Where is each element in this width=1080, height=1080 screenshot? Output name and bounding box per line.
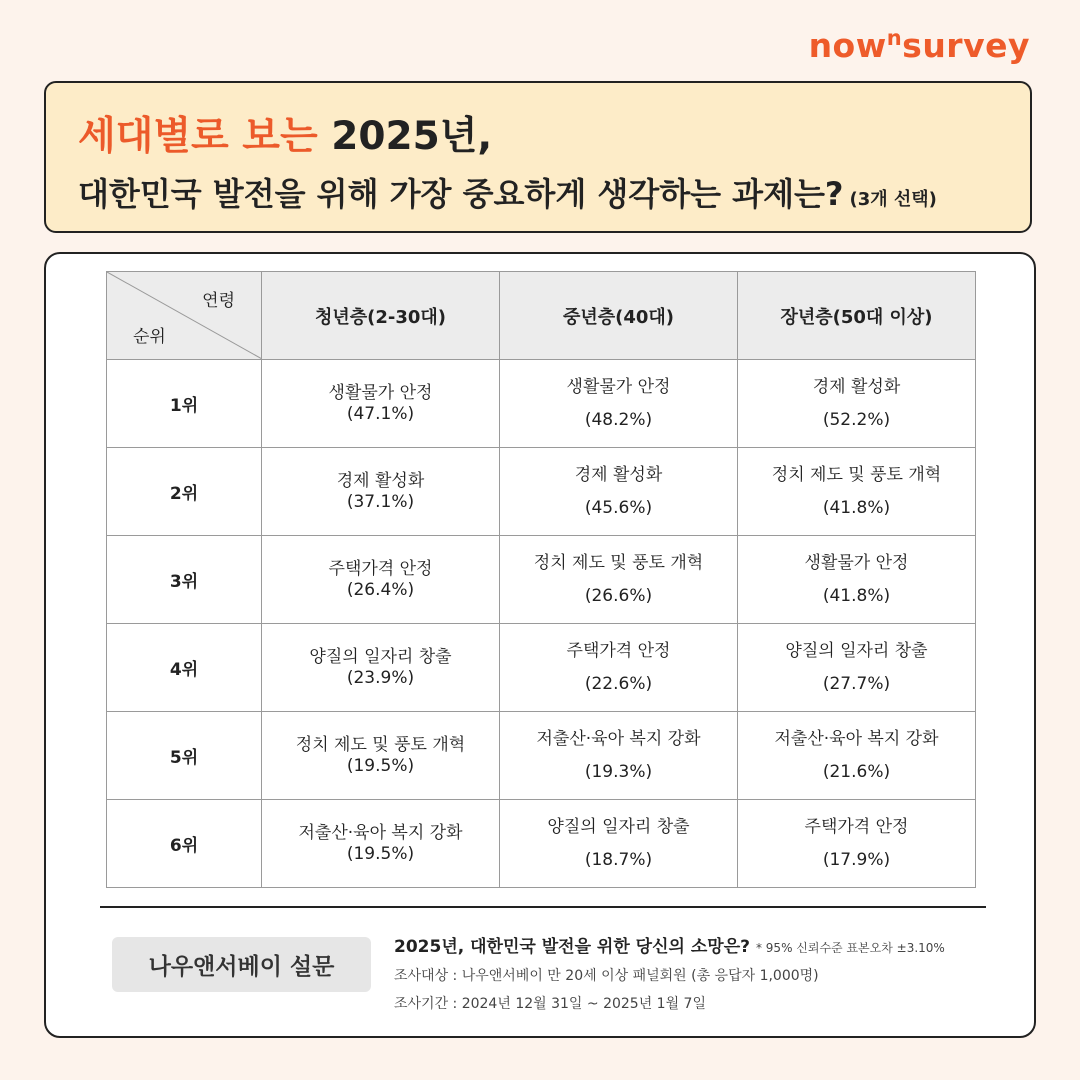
item-name: 정치 제도 및 풍토 개혁 [771,465,942,485]
survey-target: 조사대상 : 나우앤서베이 만 20세 이상 패널회원 (총 응답자 1,000명) [394,968,819,984]
table-cell [500,360,738,448]
corner-age-label: 연령 [202,291,235,311]
header-senior: 장년층(50대 이상) [738,272,976,360]
table-cell [738,536,976,624]
brand-logo [809,26,1030,65]
item-name: 생활물가 안정 [566,377,671,397]
item-name: 저출산·육아 복지 강화 [298,822,463,843]
item-name: 생활물가 안정 [804,553,909,573]
table-cell [262,800,500,888]
table-cell [500,624,738,712]
table-row [107,800,976,888]
table-cell [262,712,500,800]
margin-of-error: * 95% 신뢰수준 표본오차 ±3.10% [755,941,945,955]
footer-divider [100,906,986,908]
title-box [44,81,1032,233]
item-name: 생활물가 안정 [328,382,433,403]
table-cell [262,624,500,712]
item-name: 양질의 일자리 창출 [309,646,452,667]
title-line-1 [78,105,492,161]
table-cell [738,624,976,712]
corner-diagonal-line [107,272,262,359]
table-cell [738,712,976,800]
table-row [107,360,976,448]
item-name: 저출산·육아 복지 강화 [774,729,939,749]
table-cell [738,800,976,888]
item-name: 주택가격 안정 [804,817,909,837]
table-cell [262,536,500,624]
table-cell [738,448,976,536]
table-cell [500,448,738,536]
item-name: 경제 활성화 [574,465,663,485]
survey-info [394,932,945,1013]
item-percent: (22.6%) [584,674,653,694]
survey-period: 조사기간 : 2024년 12월 31일 ~ 2025년 1월 7일 [394,996,706,1012]
item-percent: (26.4%) [346,579,415,600]
table-header-row [107,272,976,360]
item-percent: (52.2%) [822,410,891,430]
content-box [44,252,1036,1038]
logo-text-survey: survey [902,26,1030,65]
item-name: 주택가격 안정 [328,558,433,579]
title-year: 2025년, [317,114,493,159]
ranking-table [106,271,976,888]
table-cell [500,800,738,888]
item-percent: (19.3%) [584,762,653,782]
table-cell [738,360,976,448]
table-cell [500,712,738,800]
item-name: 양질의 일자리 창출 [547,817,690,837]
item-percent: (41.8%) [822,498,891,518]
item-name: 정치 제도 및 풍토 개혁 [533,553,704,573]
item-percent: (41.8%) [822,586,891,606]
table-cell [262,360,500,448]
title-note: (3개 선택) [849,189,937,210]
title-line-2 [78,169,937,215]
item-percent: (48.2%) [584,410,653,430]
header-young: 청년층(2-30대) [262,272,500,360]
table-cell [500,536,738,624]
item-name: 경제 활성화 [812,377,901,397]
table-row [107,712,976,800]
rank-cell: 5위 [107,712,262,800]
rank-cell: 2위 [107,448,262,536]
table-corner-cell [107,272,262,360]
corner-rank-label: 순위 [133,327,166,347]
rank-cell: 1위 [107,360,262,448]
item-name: 정치 제도 및 풍토 개혁 [295,734,466,755]
item-name: 주택가격 안정 [566,641,671,661]
item-percent: (17.9%) [822,850,891,870]
item-percent: (18.7%) [584,850,653,870]
rank-cell: 6위 [107,800,262,888]
logo-text-n: n [886,26,903,50]
table-cell [262,448,500,536]
header-middle: 중년층(40대) [500,272,738,360]
item-percent: (45.6%) [584,498,653,518]
item-name: 저출산·육아 복지 강화 [536,729,701,749]
table-row [107,448,976,536]
item-percent: (19.5%) [346,843,415,864]
item-percent: (23.9%) [346,667,415,688]
rank-cell: 4위 [107,624,262,712]
table-row [107,624,976,712]
table-row [107,536,976,624]
logo-text-now: now [808,26,887,65]
survey-question: 2025년, 대한민국 발전을 위한 당신의 소망은? [394,937,750,957]
item-name: 경제 활성화 [336,470,425,491]
item-percent: (27.7%) [822,674,891,694]
rank-cell: 3위 [107,536,262,624]
title-accent: 세대별로 보는 [78,114,318,159]
item-percent: (47.1%) [346,403,415,424]
item-percent: (21.6%) [822,762,891,782]
item-percent: (37.1%) [346,491,415,512]
item-percent: (19.5%) [346,755,415,776]
survey-badge: 나우앤서베이 설문 [112,937,371,992]
title-question: 대한민국 발전을 위해 가장 중요하게 생각하는 과제는? [78,175,844,213]
item-name: 양질의 일자리 창출 [785,641,928,661]
item-percent: (26.6%) [584,586,653,606]
survey-question-line [394,932,945,957]
